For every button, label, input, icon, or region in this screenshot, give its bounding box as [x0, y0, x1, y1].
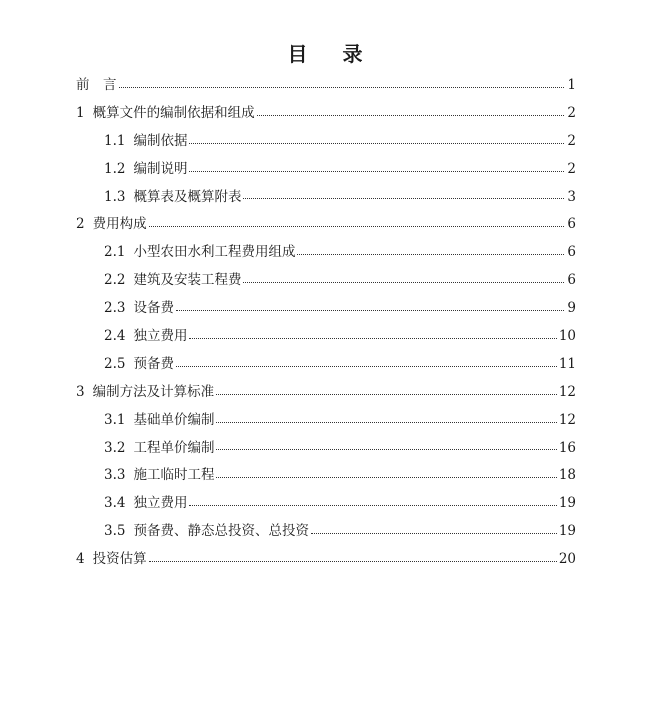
toc-entry-number: 3.2	[104, 439, 126, 456]
toc-entry[interactable]	[76, 435, 576, 463]
toc-entry-title: 设备费	[133, 300, 174, 317]
toc-entry-title: 小型农田水利工程费用组成	[133, 244, 296, 261]
toc-entry-number: 3	[76, 383, 85, 400]
toc-entry-page-number: 6	[567, 272, 576, 289]
toc-entry[interactable]	[76, 462, 576, 490]
toc-entry[interactable]	[76, 239, 576, 267]
toc-entry-number: 3.1	[104, 411, 126, 428]
dot-leader	[189, 142, 564, 144]
toc-entry-number: 1.3	[104, 188, 126, 205]
toc-entry-title: 独立费用	[133, 495, 188, 512]
toc-entry[interactable]	[76, 267, 576, 295]
toc-entry-number: 2.5	[104, 355, 126, 372]
toc-entry[interactable]	[76, 211, 576, 239]
toc-entry-number: 3.4	[104, 495, 126, 512]
toc-entry-title: 独立费用	[133, 328, 188, 345]
dot-leader	[176, 365, 557, 367]
toc-entry-title: 概算文件的编制依据和组成	[92, 104, 255, 121]
toc-entry-title: 编制说明	[133, 160, 188, 177]
toc-entry-title: 前 言	[76, 77, 117, 93]
toc-entry[interactable]	[76, 295, 576, 323]
dot-leader	[119, 86, 565, 88]
toc-entry-page-number: 12	[558, 411, 576, 428]
dot-leader	[216, 448, 556, 450]
toc-entry-title: 预备费	[133, 355, 174, 372]
toc-entry-number: 1.1	[104, 132, 126, 149]
toc-entry[interactable]	[76, 407, 576, 435]
toc-entry[interactable]	[76, 351, 576, 379]
dot-leader	[149, 225, 564, 227]
toc-entry[interactable]	[76, 546, 576, 574]
toc-entry-page-number: 9	[567, 300, 576, 317]
toc-entry-title: 建筑及安装工程费	[133, 272, 242, 289]
toc-entry[interactable]	[76, 379, 576, 407]
dot-leader	[216, 476, 556, 478]
toc-entry-number: 3.5	[104, 523, 126, 540]
toc-entry-number: 2.1	[104, 244, 126, 261]
toc-entry[interactable]	[76, 518, 576, 546]
toc-title: 目 录	[287, 42, 377, 66]
toc-entry[interactable]	[76, 184, 576, 212]
toc-entry[interactable]	[76, 100, 576, 128]
dot-leader	[189, 337, 556, 339]
toc-entry[interactable]	[76, 323, 576, 351]
toc-entry-page-number: 6	[567, 244, 576, 261]
dot-leader	[243, 281, 564, 283]
toc-entry-title: 基础单价编制	[133, 411, 215, 428]
toc-entry-title: 预备费、静态总投资、总投资	[133, 523, 309, 540]
dot-leader	[189, 170, 564, 172]
dot-leader	[176, 309, 564, 311]
toc-entry-page-number: 19	[558, 523, 576, 540]
toc-entry-page-number: 2	[567, 104, 576, 121]
toc-entry[interactable]	[76, 156, 576, 184]
toc-entry-title: 工程单价编制	[133, 439, 215, 456]
toc-entry-page-number: 6	[567, 216, 576, 233]
toc-entry-page-number: 16	[558, 439, 576, 456]
toc-entry-page-number: 10	[558, 328, 576, 345]
toc-entry-page-number: 12	[558, 383, 576, 400]
dot-leader	[216, 393, 557, 395]
toc-entry[interactable]	[76, 128, 576, 156]
dot-leader	[149, 560, 557, 562]
toc-entry-title: 投资估算	[92, 551, 147, 568]
toc-entry-number: 1	[76, 104, 85, 121]
dot-leader	[257, 114, 564, 116]
toc-entry-page-number: 2	[567, 160, 576, 177]
toc-entry[interactable]	[76, 490, 576, 518]
toc-entry-title: 编制依据	[133, 132, 188, 149]
toc-entry-page-number: 3	[567, 188, 576, 205]
dot-leader	[297, 253, 564, 255]
toc-entry-title: 费用构成	[92, 216, 147, 233]
dot-leader	[189, 504, 556, 506]
toc-entry-page-number: 2	[567, 132, 576, 149]
toc-entry-page-number: 20	[558, 551, 576, 568]
toc-entry-page-number: 18	[558, 467, 576, 484]
toc-entry-page-number: 1	[567, 77, 576, 93]
toc-entry-number: 4	[76, 551, 85, 568]
toc-entry-number: 2	[76, 216, 85, 233]
dot-leader	[216, 421, 556, 423]
toc-entry-number: 2.4	[104, 328, 126, 345]
dot-leader	[243, 197, 564, 199]
toc-entry-number: 2.3	[104, 300, 126, 317]
toc-entry-title: 施工临时工程	[133, 467, 215, 484]
toc-entry-number: 3.3	[104, 467, 126, 484]
toc-entry-title: 概算表及概算附表	[133, 188, 242, 205]
toc-entry-page-number: 19	[558, 495, 576, 512]
toc-entry-number: 2.2	[104, 272, 126, 289]
table-of-contents	[76, 72, 576, 574]
toc-entry-number: 1.2	[104, 160, 126, 177]
toc-entry-page-number: 11	[558, 355, 576, 372]
toc-entry[interactable]	[76, 72, 576, 100]
dot-leader	[311, 532, 557, 534]
toc-entry-title: 编制方法及计算标准	[92, 383, 215, 400]
